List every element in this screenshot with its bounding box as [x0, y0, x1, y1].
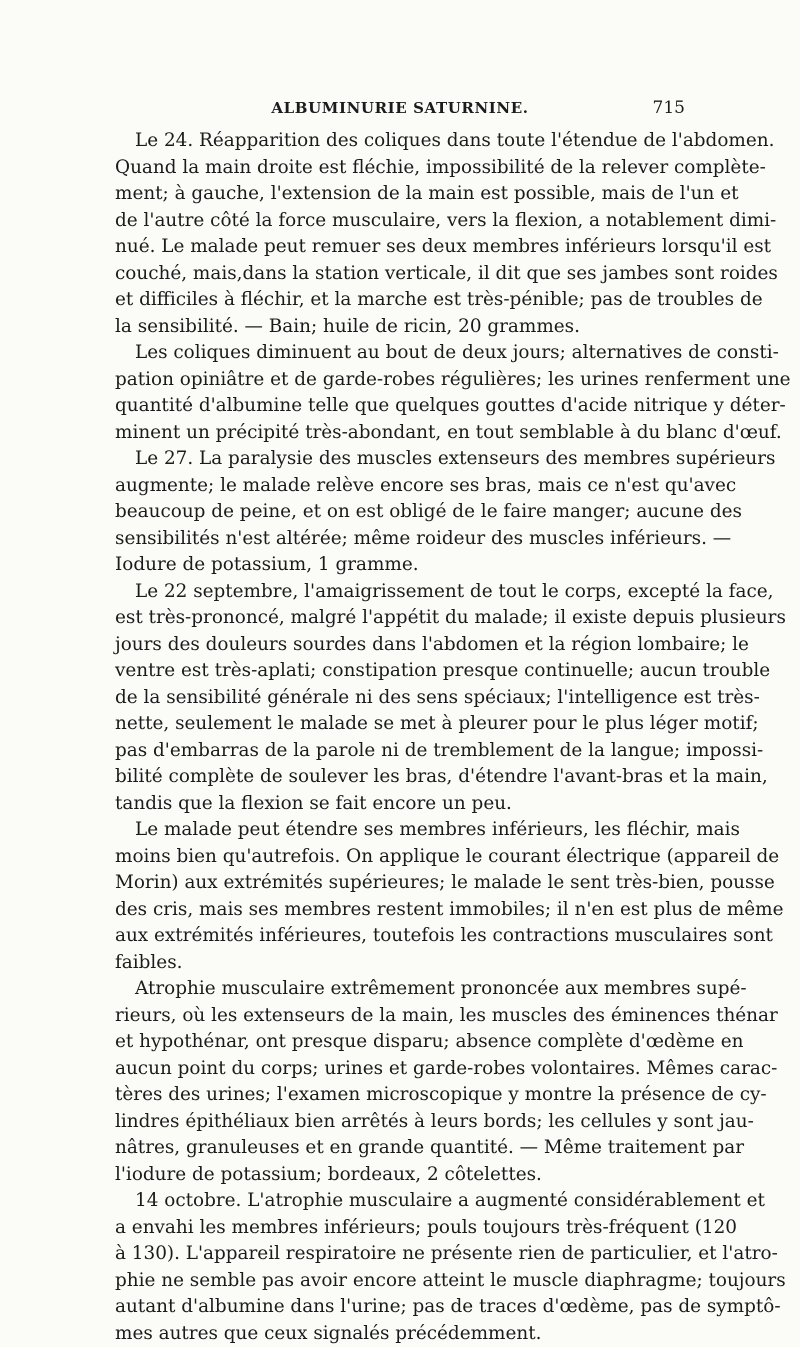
text-line: Les coliques diminuent au bout de deux jours; alternatives de consti-: [115, 340, 685, 367]
text-line: lindres épithéliaux bien arrêtés à leurs bords; les cellules y sont jau-: [115, 1109, 685, 1136]
text-line: ventre est très-aplati; constipation presque continuelle; aucun trouble: [115, 658, 685, 685]
text-line: Le malade peut étendre ses membres inférieurs, les fléchir, mais: [115, 817, 685, 844]
text-line: nâtres, granuleuses et en grande quantité. — Même traitement par: [115, 1135, 685, 1162]
text-line: augmente; le malade relève encore ses bras, mais ce n'est qu'avec: [115, 473, 685, 500]
text-line: 14 octobre. L'atrophie musculaire a augmenté considérablement et: [115, 1188, 685, 1215]
text-line: Le 22 septembre, l'amaigrissement de tout le corps, excepté la face,: [115, 579, 685, 606]
text-line: aucun point du corps; urines et garde-robes volontaires. Mêmes carac-: [115, 1056, 685, 1083]
text-line: tandis que la flexion se fait encore un peu.: [115, 791, 685, 818]
text-line: tères des urines; l'examen microscopique y montre la présence de cy-: [115, 1082, 685, 1109]
text-line: quantité d'albumine telle que quelques gouttes d'acide nitrique y déter-: [115, 393, 685, 420]
text-line: jours des douleurs sourdes dans l'abdomen et la région lombaire; le: [115, 632, 685, 659]
text-line: et hypothénar, ont presque disparu; absence complète d'œdème en: [115, 1029, 685, 1056]
text-line: nette, seulement le malade se met à pleurer pour le plus léger motif;: [115, 711, 685, 738]
text-line: pation opiniâtre et de garde-robes régulières; les urines renferment une: [115, 367, 685, 394]
page-number: 715: [653, 96, 685, 120]
text-line: faibles.: [115, 950, 685, 977]
text-line: aux extrémités inférieures, toutefois les contractions musculaires sont: [115, 923, 685, 950]
text-line: à 130). L'appareil respiratoire ne présente rien de particulier, et l'atro-: [115, 1241, 685, 1268]
text-line: Le 27. La paralysie des muscles extenseurs des membres supérieurs: [115, 446, 685, 473]
running-head: [115, 96, 685, 120]
text-line: autant d'albumine dans l'urine; pas de traces d'œdème, pas de symptô-: [115, 1294, 685, 1321]
text-line: beaucoup de peine, et on est obligé de le faire manger; aucune des: [115, 499, 685, 526]
text-line: sensibilités n'est altérée; même roideur des muscles inférieurs. —: [115, 526, 685, 553]
body-text: [115, 128, 685, 1347]
text-line: ment; à gauche, l'extension de la main est possible, mais de l'un et: [115, 181, 685, 208]
text-line: est très-prononcé, malgré l'appétit du malade; il existe depuis plusieurs: [115, 605, 685, 632]
text-line: de la sensibilité générale ni des sens spéciaux; l'intelligence est très-: [115, 685, 685, 712]
text-line: pas d'embarras de la parole ni de tremblement de la langue; impossi-: [115, 738, 685, 765]
text-line: moins bien qu'autrefois. On applique le courant électrique (appareil de: [115, 844, 685, 871]
text-line: Iodure de potassium, 1 gramme.: [115, 552, 685, 579]
text-line: bilité complète de soulever les bras, d'étendre l'avant-bras et la main,: [115, 764, 685, 791]
text-line: Atrophie musculaire extrêmement prononcée aux membres supé-: [115, 976, 685, 1003]
text-line: rieurs, où les extenseurs de la main, les muscles des éminences thénar: [115, 1003, 685, 1030]
text-line: nué. Le malade peut remuer ses deux membres inférieurs lorsqu'il est: [115, 234, 685, 261]
text-line: la sensibilité. — Bain; huile de ricin, 20 grammes.: [115, 314, 685, 341]
text-line: Le 24. Réapparition des coliques dans toute l'étendue de l'abdomen.: [115, 128, 685, 155]
running-title: ALBUMINURIE SATURNINE.: [115, 96, 685, 120]
text-line: a envahi les membres inférieurs; pouls toujours très-fréquent (120: [115, 1215, 685, 1242]
text-line: Morin) aux extrémités supérieures; le malade le sent très-bien, pousse: [115, 870, 685, 897]
text-line: et difficiles à fléchir, et la marche est très-pénible; pas de troubles de: [115, 287, 685, 314]
text-line: phie ne semble pas avoir encore atteint le muscle diaphragme; toujours: [115, 1268, 685, 1295]
text-line: des cris, mais ses membres restent immobiles; il n'en est plus de même: [115, 897, 685, 924]
text-line: minent un précipité très-abondant, en tout semblable à du blanc d'œuf.: [115, 420, 685, 447]
text-line: mes autres que ceux signalés précédemment.: [115, 1321, 685, 1347]
text-line: couché, mais,dans la station verticale, il dit que ses jambes sont roides: [115, 261, 685, 288]
text-line: l'iodure de potassium; bordeaux, 2 côtelettes.: [115, 1162, 685, 1189]
text-line: de l'autre côté la force musculaire, vers la flexion, a notablement dimi-: [115, 208, 685, 235]
text-line: Quand la main droite est fléchie, impossibilité de la relever complète-: [115, 155, 685, 182]
